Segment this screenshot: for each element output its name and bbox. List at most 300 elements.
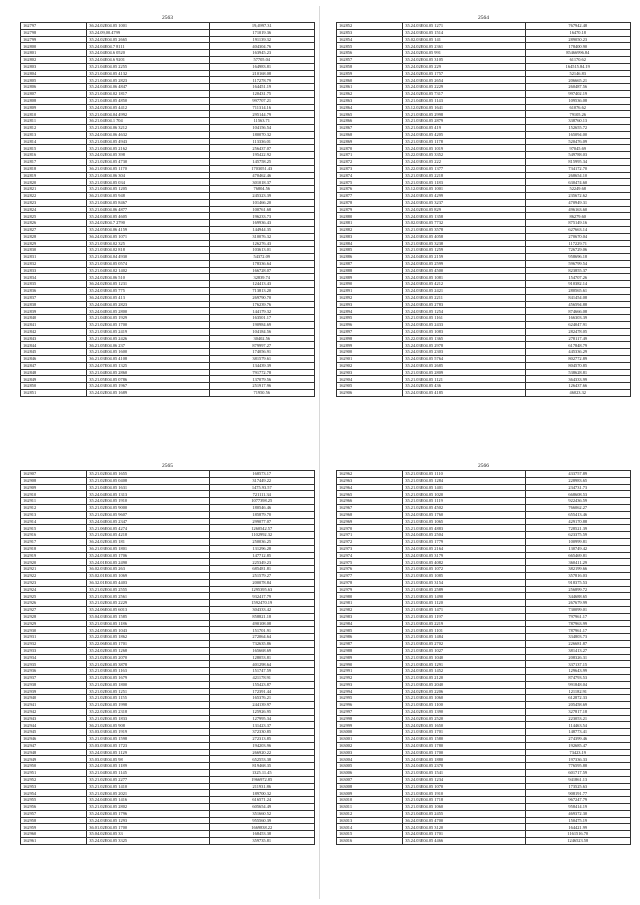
row-id-cell: 162950 — [21, 763, 87, 770]
amount-cell: 445336.29 — [525, 349, 630, 356]
table-row — [21, 90, 315, 97]
amount-cell: 164515.84.19 — [525, 63, 630, 70]
table-row — [21, 817, 315, 824]
amount-cell: 932417.79 — [209, 593, 314, 600]
row-id-cell: 162978 — [337, 579, 403, 586]
table-row — [337, 504, 631, 511]
row-id-cell: 162881 — [337, 220, 403, 227]
account-code-cell: 35.21.02E04.05 1410 — [87, 783, 209, 790]
row-id-cell: 162976 — [337, 566, 403, 573]
amount-cell: 711314.16 — [209, 104, 314, 111]
table-row — [21, 165, 315, 172]
table-row — [337, 525, 631, 532]
account-code-cell: 35.24.02E04.05 991 — [403, 50, 525, 57]
row-id-cell: 162984 — [337, 620, 403, 627]
amount-cell: 114463.54 — [525, 722, 630, 729]
account-code-cell: 35.24.03E04.05 4058 — [403, 233, 525, 240]
amount-cell: 176239.76 — [209, 301, 314, 308]
row-id-cell: 162989 — [337, 654, 403, 661]
row-id-cell: 162850 — [21, 383, 87, 390]
table-row — [21, 613, 315, 620]
table-row — [21, 226, 315, 233]
amount-cell: 630474.60 — [525, 179, 630, 186]
account-code-cell: 35.21.02E04.05 2229 — [87, 600, 209, 607]
table-row — [21, 525, 315, 532]
amount-cell: 103613.01 — [209, 247, 314, 254]
table-row — [21, 702, 315, 709]
row-id-cell: 162805 — [21, 77, 87, 84]
row-id-cell: 162866 — [337, 118, 403, 125]
account-code-cell: 35.21.04E04.02 1402 — [87, 267, 209, 274]
account-code-cell: 35.21.03E04.05 1401 — [403, 484, 525, 491]
account-code-cell: 35.24.03E04.05 1452 — [403, 668, 525, 675]
table-row — [337, 84, 631, 91]
table-row — [21, 647, 315, 654]
column-divider — [319, 6, 320, 899]
row-id-cell: 162934 — [21, 654, 87, 661]
account-code-cell: 35.21.05E04.05 0786 — [87, 376, 209, 383]
table-row — [337, 186, 631, 193]
table-row — [337, 776, 631, 783]
row-id-cell: 162963 — [337, 477, 403, 484]
row-id-cell: 162914 — [21, 518, 87, 525]
table-row — [337, 736, 631, 743]
account-code-cell: 35.21.02E04.05 2561 — [87, 593, 209, 600]
account-code-cell: 35.24.03E04.05 1234 — [403, 776, 525, 783]
account-code-cell: 35.02.03E04.05 7732 — [403, 220, 525, 227]
account-code-cell: 35.12.02E04.05 1641 — [403, 104, 525, 111]
table-row — [337, 213, 631, 220]
account-code-cell: 35.24.04E04.06 4632 — [87, 131, 209, 138]
row-id-cell: 163001 — [337, 736, 403, 743]
amount-cell: 124413.43 — [209, 281, 314, 288]
account-code-cell: 35.24.03E04.05 1083 — [403, 328, 525, 335]
amount-cell: 251917.96 — [209, 383, 314, 390]
row-id-cell: 162844 — [21, 342, 87, 349]
table-row — [337, 613, 631, 620]
account-code-cell: 35.24.04E04.7 8111 — [87, 43, 209, 50]
table-row — [21, 634, 315, 641]
account-code-cell: 35.21.03E04.05 1186 — [87, 620, 209, 627]
row-id-cell: 162924 — [21, 586, 87, 593]
row-id-cell: 162862 — [337, 90, 403, 97]
account-code-cell: 35.24.03E04.05 2599 — [403, 260, 525, 267]
row-id-cell: 162988 — [337, 647, 403, 654]
account-code-cell: 36.24.02E04.05 1231 — [87, 281, 209, 288]
amount-cell: 104184.56 — [209, 328, 314, 335]
account-code-cell: 35.24.02E04.7 2790 — [87, 220, 209, 227]
amount-cell: 163501.17 — [209, 315, 314, 322]
account-code-cell: 35.24.04E04.05 2159 — [403, 254, 525, 261]
account-code-cell: 35.21.02E04.05 2277 — [87, 776, 209, 783]
account-code-cell: 35.24.05E04.06 4159 — [87, 226, 209, 233]
table-row — [21, 172, 315, 179]
amount-cell: 879997.27 — [209, 342, 314, 349]
row-id-cell: 162921 — [21, 566, 87, 573]
amount-cell: 134439.39 — [209, 362, 314, 369]
account-code-cell: 36.21.03E04.05 1801 — [87, 545, 209, 552]
row-id-cell: 162833 — [21, 267, 87, 274]
account-code-cell: 35.24.06E04.05 6013 — [87, 606, 209, 613]
row-id-cell: 162961 — [21, 838, 87, 845]
table-row — [337, 43, 631, 50]
row-id-cell: 162899 — [337, 342, 403, 349]
account-code-cell: 35.21.04E04.05 1143 — [403, 97, 525, 104]
table-row — [337, 477, 631, 484]
amount-cell: 908191.77 — [525, 790, 630, 797]
amount-cell: 627663.14 — [525, 226, 630, 233]
account-code-cell: 36.21.05E04.06 237 — [87, 342, 209, 349]
row-id-cell: 162975 — [337, 559, 403, 566]
row-id-cell: 162986 — [337, 634, 403, 641]
row-id-cell: 162916 — [21, 532, 87, 539]
row-id-cell: 162944 — [21, 722, 87, 729]
amount-cell: 101466.20 — [209, 199, 314, 206]
table-row — [337, 315, 631, 322]
row-id-cell: 162809 — [21, 104, 87, 111]
row-id-cell: 162987 — [337, 640, 403, 647]
amount-cell: 206665.21 — [525, 77, 630, 84]
row-id-cell: 163010 — [337, 797, 403, 804]
row-id-cell: 162872 — [337, 158, 403, 165]
account-code-cell: 35.21.03E04.05 2702 — [403, 640, 525, 647]
amount-cell: 272064.64 — [209, 634, 314, 641]
table-row — [337, 532, 631, 539]
row-id-cell: 163005 — [337, 763, 403, 770]
amount-cell: 538628.81 — [525, 369, 630, 376]
table-row — [21, 328, 315, 335]
account-code-cell: 35.24.03E04.05 1189 — [87, 763, 209, 770]
table-row — [21, 383, 315, 390]
table-row — [337, 770, 631, 777]
amount-cell: 918375.53 — [525, 579, 630, 586]
account-code-cell: 35.24.03E04.05 1580 — [403, 736, 525, 743]
ledger-panel-1 — [20, 14, 315, 397]
row-id-cell: 162821 — [21, 186, 87, 193]
table-row — [21, 179, 315, 186]
account-code-cell: 35.21.04E04.05 4943 — [87, 138, 209, 145]
table-row — [21, 559, 315, 566]
amount-cell: 71950.56 — [209, 390, 314, 397]
account-code-cell: 35.24.02E04.05 229 — [403, 63, 525, 70]
table-row — [21, 606, 315, 613]
amount-cell: 668608.53 — [525, 491, 630, 498]
table-row — [21, 518, 315, 525]
account-code-cell: 35.21.04E04.05 1205 — [87, 186, 209, 193]
table-row — [21, 804, 315, 811]
table-row — [21, 199, 315, 206]
account-code-cell: 35.21.03E04.05 2120 — [403, 674, 525, 681]
table-row — [337, 23, 631, 30]
row-id-cell: 162823 — [21, 199, 87, 206]
amount-cell: 164451.19 — [209, 84, 314, 91]
account-code-cell: 35.03.03E04.05 1723 — [87, 742, 209, 749]
table-row — [21, 504, 315, 511]
table-row — [21, 315, 315, 322]
account-code-cell: 35.21.03E04.05 1070 — [403, 783, 525, 790]
account-code-cell: 35.24.03E04.05 1358 — [403, 213, 525, 220]
table-row — [21, 23, 315, 30]
account-code-cell: 35.24.09,00.4799 — [87, 29, 209, 36]
table-row — [21, 390, 315, 397]
row-id-cell: 162867 — [337, 124, 403, 131]
table-row — [337, 288, 631, 295]
table-row — [337, 294, 631, 301]
account-code-cell: 35.21.03E04.05 2419 — [87, 328, 209, 335]
row-id-cell: 162974 — [337, 552, 403, 559]
table-row — [337, 260, 631, 267]
amount-cell: 200078.84 — [209, 579, 314, 586]
row-id-cell: 162858 — [337, 63, 403, 70]
amount-cell: 1246523.58 — [525, 838, 630, 845]
table-row — [337, 158, 631, 165]
row-id-cell: 162922 — [21, 572, 87, 579]
table-row — [21, 220, 315, 227]
amount-cell: 16470.18 — [525, 29, 630, 36]
account-code-cell: 35.24.03E04.05 2978 — [403, 342, 525, 349]
amount-cell: 180546.46 — [209, 504, 314, 511]
account-code-cell: 35.21.03E04.05 2219 — [403, 620, 525, 627]
row-id-cell: 162798 — [21, 29, 87, 36]
table-row — [337, 308, 631, 315]
amount-cell: 168453.38 — [209, 831, 314, 838]
table-row — [21, 281, 315, 288]
account-code-cell: 36.24.02E04.05 413 — [87, 294, 209, 301]
account-code-cell: 35.21.02E04.05 2021 — [87, 790, 209, 797]
amount-cell: 46023.32 — [525, 390, 630, 397]
table-row — [337, 356, 631, 363]
row-id-cell: 162923 — [21, 579, 87, 586]
amount-cell: 164983.81 — [209, 63, 314, 70]
table-row — [21, 620, 315, 627]
account-code-cell: 35.21.02E04.05 4218 — [87, 532, 209, 539]
account-code-cell: 35.24.07E04.05 1325 — [87, 362, 209, 369]
amount-cell: 109536.08 — [525, 97, 630, 104]
table-row — [21, 736, 315, 743]
amount-cell: 151701.91 — [209, 627, 314, 634]
account-code-cell: 35.22.03E04.05 1365 — [403, 335, 525, 342]
amount-cell: 304333.42 — [209, 606, 314, 613]
table-row — [337, 90, 631, 97]
account-code-cell: 35.21.03E04.05 3578 — [403, 226, 525, 233]
amount-cell: 205458.69 — [525, 702, 630, 709]
table-row — [337, 695, 631, 702]
table-row — [21, 36, 315, 43]
table-row — [337, 708, 631, 715]
table-row — [21, 158, 315, 165]
account-code-cell: 35.21.04E04.05 2455 — [403, 810, 525, 817]
table-row — [337, 226, 631, 233]
row-id-cell: 162906 — [337, 390, 403, 397]
amount-cell: 223053.21 — [525, 715, 630, 722]
account-code-cell: 35.24.04E04.06 4847 — [87, 84, 209, 91]
table-row — [21, 152, 315, 159]
account-code-cell: 35.24.02E04.05 7317 — [403, 90, 525, 97]
amount-cell: 150475.19 — [525, 817, 630, 824]
amount-cell: 79105.26 — [525, 111, 630, 118]
account-code-cell: 35.21.04E04.05 4132 — [87, 70, 209, 77]
account-code-cell: 36.02.03E04.05 263 — [87, 566, 209, 573]
account-code-cell: 36.21.03E04.05 948 — [87, 192, 209, 199]
account-code-cell: 35.21.03E04.05 1121 — [403, 376, 525, 383]
account-code-cell: 35.21.03E04.05 1291 — [403, 661, 525, 668]
account-code-cell: 35.24.03E04.05 5764 — [403, 356, 525, 363]
amount-cell: 612872.33 — [525, 695, 630, 702]
amount-cell: 165668.69 — [209, 647, 314, 654]
amount-cell: 274399.46 — [525, 736, 630, 743]
table-row — [21, 661, 315, 668]
account-code-cell: 35.24.03E04.05 1880 — [403, 756, 525, 763]
account-code-cell: 35.21.03E04.05 1065 — [403, 518, 525, 525]
table-row — [21, 810, 315, 817]
amount-cell: 721111.34 — [209, 491, 314, 498]
row-id-cell: 163009 — [337, 790, 403, 797]
row-id-cell: 162941 — [21, 702, 87, 709]
table-row — [21, 145, 315, 152]
row-id-cell: 162822 — [21, 192, 87, 199]
account-code-cell: 35.21.03E04.05 2998 — [403, 111, 525, 118]
amount-cell: 191139.32 — [209, 36, 314, 43]
row-id-cell: 162813 — [21, 131, 87, 138]
table-row — [337, 640, 631, 647]
account-code-cell: 35.24.03E04.05 2685 — [403, 362, 525, 369]
account-code-cell: 35.21.03E04.05 0574 — [87, 260, 209, 267]
row-id-cell: 162851 — [21, 390, 87, 397]
row-id-cell: 162931 — [21, 634, 87, 641]
amount-cell: 194203.96 — [209, 742, 314, 749]
table-row — [337, 335, 631, 342]
row-id-cell: 162825 — [21, 213, 87, 220]
row-id-cell: 162917 — [21, 538, 87, 545]
account-code-cell: 36.21.02E04.05 908 — [87, 722, 209, 729]
row-id-cell: 162797 — [21, 23, 87, 30]
table-row — [337, 654, 631, 661]
row-id-cell: 162905 — [337, 383, 403, 390]
account-code-cell: 35.24.04E04.05 2504 — [403, 532, 525, 539]
table-row — [21, 722, 315, 729]
table-row — [21, 267, 315, 274]
amount-cell: 381579.61 — [209, 356, 314, 363]
row-id-cell: 162831 — [21, 254, 87, 261]
table-row — [337, 627, 631, 634]
amount-cell: 874793.53 — [525, 674, 630, 681]
row-id-cell: 162842 — [21, 328, 87, 335]
account-code-cell: 35.21.03E04.05 2426 — [87, 335, 209, 342]
row-id-cell: 162863 — [337, 97, 403, 104]
row-id-cell: 162887 — [337, 260, 403, 267]
account-code-cell: 35.24.02E04.05 2206 — [403, 688, 525, 695]
row-id-cell: 162807 — [21, 90, 87, 97]
amount-cell: 327817.18 — [525, 708, 630, 715]
table-row — [21, 233, 315, 240]
amount-cell: 337137.15 — [525, 661, 630, 668]
account-code-cell: 35.24.02E04.05 1910 — [87, 498, 209, 505]
table-row — [21, 29, 315, 36]
row-id-cell: 162893 — [337, 301, 403, 308]
row-id-cell: 162835 — [21, 281, 87, 288]
account-code-cell: 35.21.02E04.05 2802 — [87, 804, 209, 811]
account-code-cell: 35.21.02E04.05 4502 — [403, 504, 525, 511]
account-code-cell: 35.21.02E04.05 3878 — [87, 661, 209, 668]
row-id-cell: 162826 — [21, 220, 87, 227]
account-code-cell: 35.21.03E04.02 325 — [87, 240, 209, 247]
amount-cell: 967247.79 — [525, 797, 630, 804]
account-code-cell: 35.22.03E04.05 1862 — [87, 634, 209, 641]
row-id-cell: 162959 — [21, 824, 87, 831]
amount-cell: 164421.99 — [525, 824, 630, 831]
account-code-cell: 35.21.02E04.05 9607 — [87, 511, 209, 518]
row-id-cell: 162942 — [21, 708, 87, 715]
row-id-cell: 162960 — [21, 831, 87, 838]
account-code-cell: 35.24.03E04.05 222 — [403, 158, 525, 165]
amount-cell: 120431.75 — [209, 90, 314, 97]
row-id-cell: 162967 — [337, 504, 403, 511]
amount-cell: 1161516.70 — [525, 831, 630, 838]
row-id-cell: 162919 — [21, 552, 87, 559]
account-code-cell: 35.21.03E04.05 2218 — [403, 172, 525, 179]
row-id-cell: 162955 — [21, 797, 87, 804]
account-code-cell: 36.21.03E04.05 1170 — [87, 165, 209, 172]
account-code-cell: 35.21.03E04.05 1120 — [403, 600, 525, 607]
table-row — [21, 369, 315, 376]
row-id-cell: 162861 — [337, 84, 403, 91]
table-row — [337, 131, 631, 138]
table-row — [21, 838, 315, 845]
table-row — [337, 742, 631, 749]
amount-cell: 169936.43 — [209, 220, 314, 227]
account-code-cell: 35.21.02E04.05 4730 — [87, 158, 209, 165]
account-code-cell: 35.21.03E04.05 1161 — [403, 315, 525, 322]
amount-cell: 730099.01 — [525, 606, 630, 613]
table-row — [337, 220, 631, 227]
amount-cell: 178400.90 — [525, 43, 630, 50]
account-code-cell: 35.21.03E04.05 1701 — [403, 729, 525, 736]
account-code-cell: 35.21.03E04.05 1197 — [403, 613, 525, 620]
amount-cell: 145758.25 — [209, 158, 314, 165]
amount-cell: 301018.37 — [209, 179, 314, 186]
amount-cell: 208326.31 — [525, 654, 630, 661]
account-code-cell: 35.21.02E04.05 2070 — [87, 654, 209, 661]
row-id-cell: 162994 — [337, 688, 403, 695]
row-id-cell: 162982 — [337, 606, 403, 613]
account-code-cell: 35.24.04E04.05 1313 — [87, 491, 209, 498]
row-id-cell: 162808 — [21, 97, 87, 104]
table-row — [337, 586, 631, 593]
amount-cell: 256899.72 — [525, 586, 630, 593]
amount-cell: 359735.81 — [209, 838, 314, 845]
amount-cell: 196233.73 — [209, 213, 314, 220]
table-row — [21, 322, 315, 329]
table-row — [21, 498, 315, 505]
amount-cell: 250036.25 — [209, 538, 314, 545]
table-row — [21, 288, 315, 295]
amount-cell: 732635.86 — [209, 640, 314, 647]
row-id-cell: 162946 — [21, 736, 87, 743]
amount-cell: 858821.18 — [209, 613, 314, 620]
table-row — [21, 770, 315, 777]
account-code-cell: 35.21.02E04.05 1679 — [87, 674, 209, 681]
account-code-cell: 35.24.02E04.05 1268 — [87, 647, 209, 654]
account-code-cell: 35.24.03E04.05 1271 — [403, 23, 525, 30]
row-id-cell: 163013 — [337, 817, 403, 824]
account-code-cell: 35.22.03E04.05 1377 — [403, 165, 525, 172]
table-row — [337, 511, 631, 518]
amount-cell: 787961.17 — [525, 627, 630, 634]
account-code-cell: 35.24.03E04.05 2421 — [403, 288, 525, 295]
amount-cell: 267679.99 — [525, 600, 630, 607]
row-id-cell: 162949 — [21, 756, 87, 763]
amount-cell: 251579.27 — [209, 572, 314, 579]
